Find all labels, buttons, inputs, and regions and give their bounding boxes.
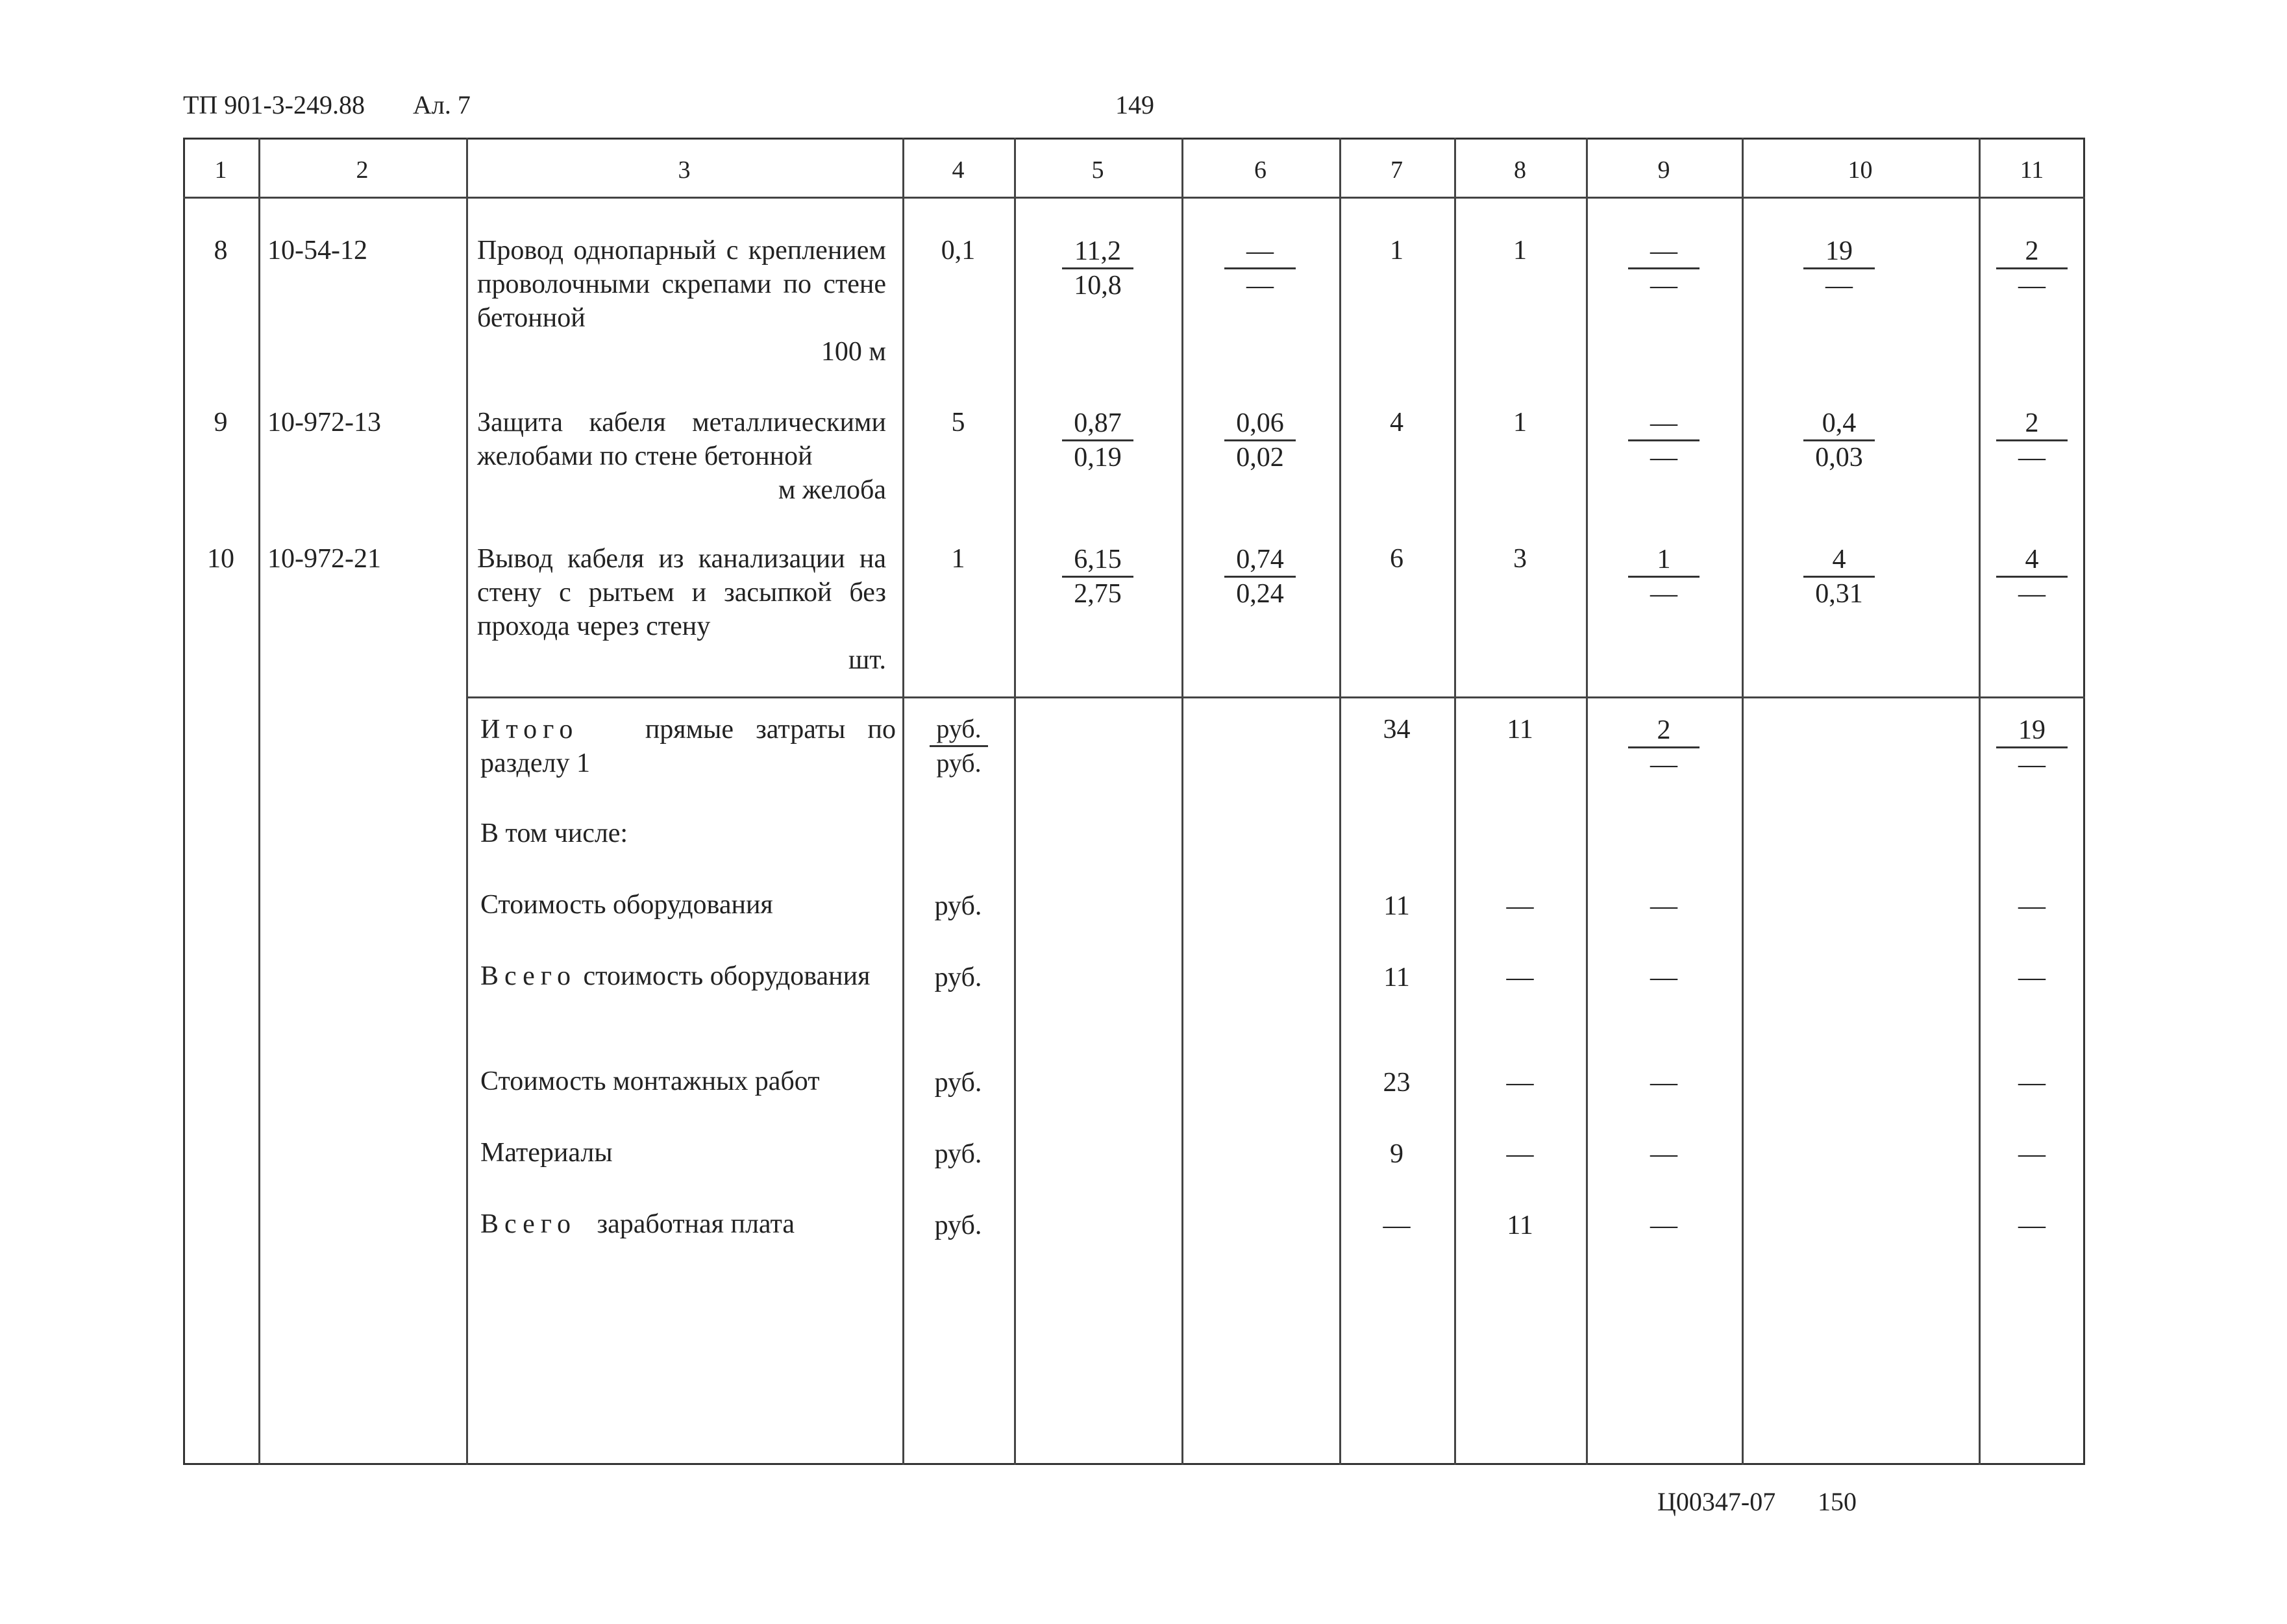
- fraction-denominator: —: [1650, 579, 1677, 609]
- fraction-numerator: 19: [1996, 714, 2068, 748]
- labor-cost: —: [2018, 891, 2046, 921]
- cost-fraction: [1996, 407, 2068, 474]
- fraction-denominator: 0,02: [1236, 443, 1284, 473]
- column-number: 1: [214, 156, 227, 184]
- cost-fraction: [1062, 235, 1133, 302]
- column-number: 7: [1391, 156, 1403, 184]
- fraction-numerator: руб.: [930, 713, 988, 747]
- column-divider: [466, 138, 468, 1465]
- description-text: Защита кабеля металлическими желобами по стене бетонной: [477, 408, 886, 471]
- fraction-denominator: —: [2018, 579, 2046, 609]
- column-number: 10: [1848, 156, 1873, 184]
- wage-cost: —: [1506, 1139, 1534, 1169]
- total-cost: 1: [1390, 236, 1403, 265]
- fraction-denominator: —: [1650, 271, 1677, 301]
- summary-line-text: заработная плата: [597, 1209, 795, 1239]
- header-row-divider: [183, 197, 2085, 199]
- machine-cost: —: [1650, 963, 1677, 992]
- row-number: 9: [214, 408, 228, 437]
- column-divider: [1339, 138, 1341, 1465]
- fraction-numerator: 4: [1996, 543, 2068, 578]
- total-cost: 11: [1383, 891, 1410, 921]
- wage-cost: —: [1506, 1068, 1534, 1098]
- column-number: 2: [356, 156, 369, 184]
- column-divider: [1586, 138, 1588, 1465]
- fraction-numerator: —: [1224, 235, 1296, 269]
- total-cost: 4: [1390, 408, 1403, 437]
- summary-total-keyword: Итого: [480, 715, 579, 744]
- fraction-denominator: 0,24: [1236, 579, 1284, 609]
- fraction-numerator: 2: [1996, 407, 2068, 441]
- column-divider: [1181, 138, 1183, 1465]
- column-number: 3: [678, 156, 691, 184]
- fraction-numerator: 1: [1628, 543, 1700, 578]
- summary-line-unit: руб.: [934, 891, 982, 921]
- fraction-denominator: —: [2018, 271, 2046, 301]
- fraction-numerator: 11,2: [1062, 235, 1133, 269]
- fraction-denominator: —: [1650, 443, 1677, 473]
- wage-cost: 1: [1513, 236, 1527, 265]
- summary-line-label: [480, 959, 896, 993]
- quantity: 5: [951, 408, 965, 437]
- summary-line-keyword: Всего: [480, 961, 576, 991]
- summary-line-keyword: Всего: [480, 1209, 576, 1239]
- rate-code: 10-972-21: [267, 544, 381, 574]
- column-divider: [1014, 138, 1016, 1465]
- fraction-denominator: —: [1650, 750, 1677, 780]
- footer-page-number: 150: [1818, 1487, 1857, 1516]
- summary-line-unit: руб.: [934, 1211, 982, 1240]
- fraction-denominator: 0,31: [1815, 579, 1863, 609]
- work-description: [477, 406, 886, 507]
- labor-cost: —: [2018, 963, 2046, 992]
- fraction-denominator: —: [2018, 750, 2046, 780]
- column-divider: [1742, 138, 1744, 1465]
- cost-fraction: [1628, 235, 1700, 302]
- fraction-numerator: 0,4: [1803, 407, 1875, 441]
- measure-unit: шт.: [848, 645, 886, 675]
- summary-total-label: [480, 713, 896, 780]
- labor-cost: —: [2018, 1211, 2046, 1240]
- machine-cost: —: [1650, 1068, 1677, 1098]
- column-number: 8: [1514, 156, 1526, 184]
- cost-fraction: [1224, 235, 1296, 302]
- wage-cost: 11: [1507, 715, 1533, 744]
- fraction-denominator: —: [1246, 271, 1274, 301]
- summary-line-unit: руб.: [934, 1139, 982, 1169]
- wage-cost: 1: [1513, 408, 1527, 437]
- rate-code: 10-54-12: [267, 236, 367, 265]
- cost-fraction: [1224, 407, 1296, 474]
- labor-cost: —: [2018, 1068, 2046, 1098]
- fraction-denominator: 2,75: [1074, 579, 1122, 609]
- fraction-numerator: 2: [1628, 714, 1700, 748]
- rate-code: 10-972-13: [267, 408, 381, 437]
- wage-cost: 3: [1513, 544, 1527, 574]
- summary-total-unit: [930, 713, 988, 780]
- total-cost: 9: [1390, 1139, 1403, 1169]
- column-number: 9: [1657, 156, 1670, 184]
- column-number: 5: [1091, 156, 1104, 184]
- column-number: 4: [952, 156, 965, 184]
- fraction-numerator: 4: [1803, 543, 1875, 578]
- total-cost: 6: [1390, 544, 1403, 574]
- total-cost: —: [1383, 1211, 1411, 1240]
- summary-line-text: стоимость оборудования: [583, 961, 871, 991]
- machine-cost: —: [1650, 1139, 1677, 1169]
- summary-line-unit: руб.: [934, 1068, 982, 1098]
- fraction-denominator: —: [1825, 271, 1853, 301]
- machine-cost: —: [1650, 891, 1677, 921]
- machine-cost: —: [1650, 1211, 1677, 1240]
- sheet-label: Ал. 7: [413, 90, 471, 119]
- fraction-numerator: —: [1628, 235, 1700, 269]
- quantity: 1: [951, 544, 965, 574]
- fraction-numerator: 0,74: [1224, 543, 1296, 578]
- fraction-denominator: 0,03: [1815, 443, 1863, 473]
- fraction-numerator: 6,15: [1062, 543, 1133, 578]
- row-number: 10: [207, 544, 234, 574]
- quantity: 0,1: [941, 236, 976, 265]
- summary-total-text: прямые затраты по разделу 1: [480, 715, 896, 778]
- page-number: 149: [1115, 90, 1154, 119]
- cost-fraction: [1062, 407, 1133, 474]
- column-divider: [258, 138, 260, 1465]
- fraction-numerator: 2: [1996, 235, 2068, 269]
- measure-unit: м желоба: [778, 475, 886, 505]
- cost-fraction: [1628, 543, 1700, 610]
- cost-fraction: [1224, 543, 1296, 610]
- cost-fraction: [1996, 543, 2068, 610]
- fraction-numerator: 19: [1803, 235, 1875, 269]
- summary-divider: [466, 696, 2085, 698]
- footer-code: Ц00347-07: [1657, 1487, 1776, 1516]
- document-code: ТП 901-3-249.88: [183, 90, 365, 119]
- summary-line-label: Стоимость монтажных работ: [480, 1066, 820, 1096]
- column-number: 6: [1254, 156, 1267, 184]
- work-description: [477, 234, 886, 369]
- cost-fraction: [1803, 407, 1875, 474]
- summary-line-unit: руб.: [934, 963, 982, 992]
- estimate-table: [183, 138, 2085, 1465]
- including-label: В том числе:: [480, 818, 628, 848]
- fraction-denominator: руб.: [936, 748, 982, 778]
- fraction-denominator: 0,19: [1074, 443, 1122, 473]
- cost-fraction: [1996, 235, 2068, 302]
- column-divider: [902, 138, 904, 1465]
- cost-fraction: [1628, 407, 1700, 474]
- cost-fraction: [1996, 714, 2068, 781]
- work-description: [477, 542, 886, 677]
- column-divider: [1979, 138, 1981, 1465]
- cost-fraction: [1062, 543, 1133, 610]
- fraction-numerator: —: [1628, 407, 1700, 441]
- cost-fraction: [1628, 714, 1700, 781]
- summary-line-label: Стоимость оборудования: [480, 890, 773, 920]
- fraction-numerator: 0,87: [1062, 407, 1133, 441]
- wage-cost: —: [1506, 891, 1534, 921]
- column-divider: [1454, 138, 1456, 1465]
- description-text: Провод однопарный с креплением проволочными скрепами по стене бетонной: [477, 236, 886, 333]
- wage-cost: —: [1506, 963, 1534, 992]
- description-text: Вывод кабеля из канализации на стену с рытьем и засыпкой без прохода через стену: [477, 544, 886, 641]
- column-number: 11: [2020, 156, 2044, 184]
- summary-line-label: Материалы: [480, 1138, 613, 1168]
- cost-fraction: [1803, 235, 1875, 302]
- cost-fraction: [1803, 543, 1875, 610]
- wage-cost: 11: [1507, 1211, 1533, 1240]
- total-cost: 34: [1383, 715, 1411, 744]
- row-number: 8: [214, 236, 228, 265]
- fraction-denominator: —: [2018, 443, 2046, 473]
- fraction-denominator: 10,8: [1074, 271, 1122, 301]
- labor-cost: —: [2018, 1139, 2046, 1169]
- total-cost: 11: [1383, 963, 1410, 992]
- measure-unit: 100 м: [821, 337, 886, 367]
- fraction-numerator: 0,06: [1224, 407, 1296, 441]
- total-cost: 23: [1383, 1068, 1411, 1098]
- summary-line-label: [480, 1207, 896, 1241]
